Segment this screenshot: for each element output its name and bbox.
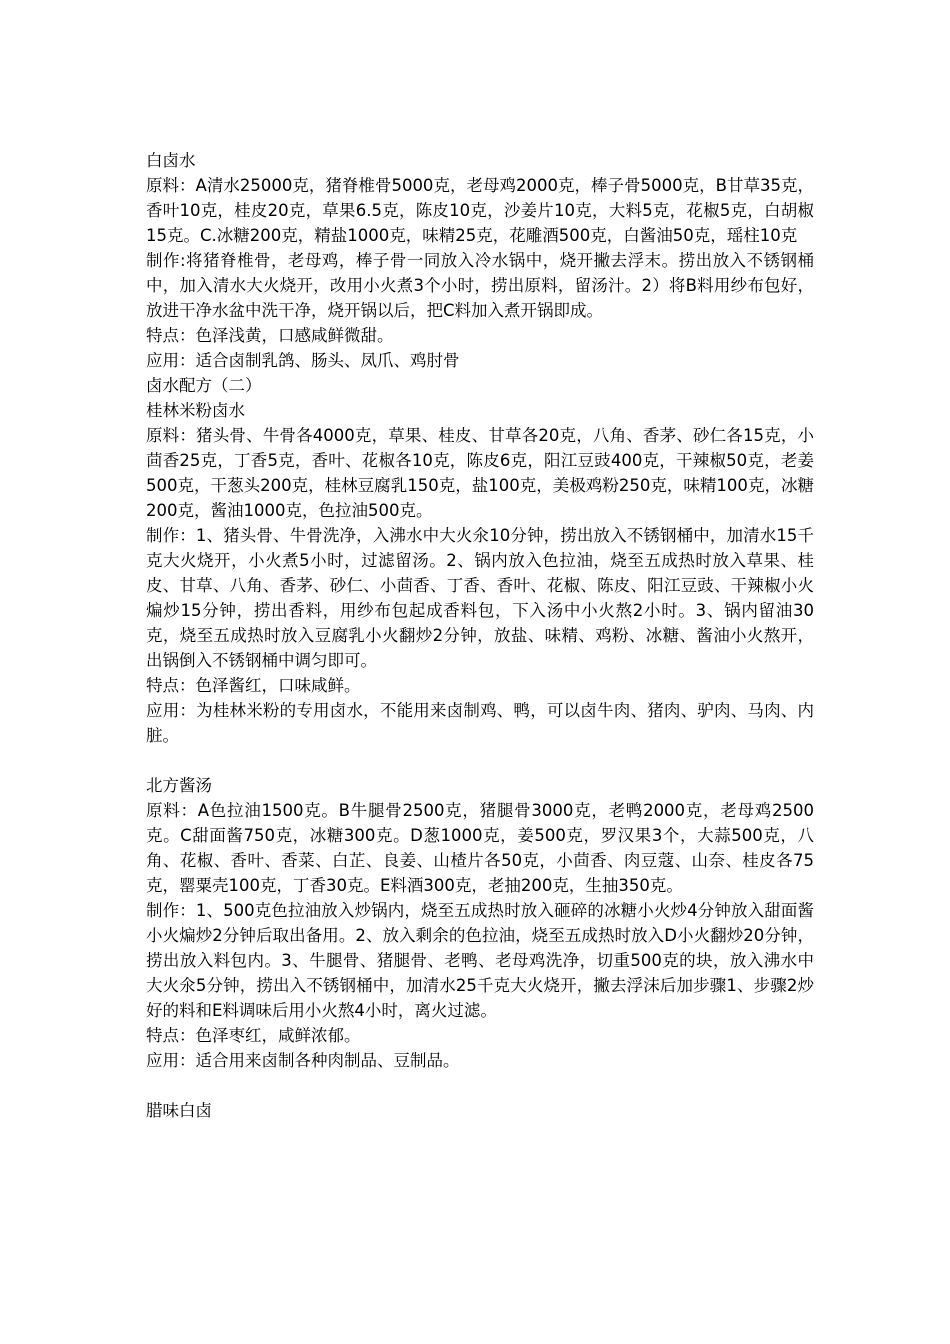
recipe-title-northern-sauce: 北方酱汤 bbox=[146, 776, 212, 795]
recipe-method: 制作：1、猪头骨、牛骨洗净，入沸水中大火氽10分钟，捞出放入不锈钢桶中，加清水15千克大火烧开，小火煮5小时，过滤留汤。2、锅内放入色拉油，烧至五成热时放入草果、桂皮、甘草、八角、香茅、砂仁、小茴香、丁香、香叶、花椒、陈皮、阳江豆豉、干辣椒小火煸炒15分钟，捞出香料，用纱布包起成香料包，下入汤中小火熬2小时。3、锅内留油30克，烧至五成热时放入豆腐乳小火翻炒2分钟，放盐、味精、鸡粉、冰糖、酱油小火熬开，出锅倒入不锈钢桶中调匀即可。 bbox=[146, 526, 814, 670]
section-heading: 卤水配方（二） bbox=[146, 376, 262, 395]
recipe-ingredients: 原料：A清水25000克，猪脊椎骨5000克，老母鸡2000克，棒子骨5000克，B甘草35克，香叶10克，桂皮20克，草果6.5克，陈皮10克，沙姜片10克，大料5克，花椒5克，白胡椒15克。C.冰糖200克，精盐1000克，味精25克，花雕酒500克，白酱油50克，瑶柱10克 bbox=[146, 176, 814, 245]
document-body bbox=[146, 148, 814, 1123]
recipe-features: 特点：色泽浅黄，口感咸鲜微甜。 bbox=[146, 326, 394, 345]
recipe-features: 特点：色泽枣红，咸鲜浓郁。 bbox=[146, 1026, 361, 1045]
paragraph-spacer bbox=[146, 1073, 814, 1098]
recipe-title-white-brine: 白卤水 bbox=[146, 151, 196, 170]
recipe-usage: 应用：适合用来卤制各种肉制品、豆制品。 bbox=[146, 1051, 460, 1070]
recipe-method: 制作:将猪脊椎骨，老母鸡，棒子骨一同放入冷水锅中，烧开撇去浮末。捞出放入不锈钢桶中，加入清水大火烧开，改用小火煮3个小时，捞出原料，留汤汁。2）将B料用纱布包好，放进干净水盆中洗干净，烧开锅以后，把C料加入煮开锅即成。 bbox=[146, 251, 814, 320]
recipe-title-guilin-brine: 桂林米粉卤水 bbox=[146, 401, 245, 420]
recipe-title-cured-white-brine: 腊味白卤 bbox=[146, 1101, 212, 1120]
recipe-usage: 应用：为桂林米粉的专用卤水，不能用来卤制鸡、鸭，可以卤牛肉、猪肉、驴肉、马肉、内脏。 bbox=[146, 701, 814, 745]
paragraph-spacer bbox=[146, 748, 814, 773]
recipe-features: 特点：色泽酱红，口味咸鲜。 bbox=[146, 676, 361, 695]
recipe-ingredients: 原料：A色拉油1500克。B牛腿骨2500克，猪腿骨3000克，老鸭2000克，老母鸡2500克。C甜面酱750克，冰糖300克。D葱1000克，姜500克，罗汉果3个，大蒜500克，八角、花椒、香叶、香菜、白芷、良姜、山楂片各50克，小茴香、肉豆蔻、山奈、桂皮各75克，罂粟壳100克，丁香30克。E料酒300克，老抽200克，生抽350克。 bbox=[146, 801, 814, 895]
recipe-ingredients: 原料：猪头骨、牛骨各4000克，草果、桂皮、甘草各20克，八角、香茅、砂仁各15克，小茴香25克，丁香5克，香叶、花椒各10克，陈皮6克，阳江豆豉400克，干辣椒50克，老姜500克，干葱头200克，桂林豆腐乳150克，盐100克，美极鸡粉250克，味精100克，冰糖200克，酱油1000克，色拉油500克。 bbox=[146, 426, 814, 520]
recipe-usage: 应用：适合卤制乳鸽、肠头、凤爪、鸡肘骨 bbox=[146, 351, 460, 370]
recipe-method: 制作：1、500克色拉油放入炒锅内，烧至五成热时放入砸碎的冰糖小火炒4分钟放入甜面酱小火煸炒2分钟后取出备用。2、放入剩余的色拉油，烧至五成热时放入D小火翻炒20分钟，捞出放入料包内。3、牛腿骨、猪腿骨、老鸭、老母鸡洗净，切重500克的块，放入沸水中大火氽5分钟，捞出入不锈钢桶中，加清水25千克大火烧开，撇去浮沫后加步骤1、步骤2炒好的料和E料调味后用小火熬4小时，离火过滤。 bbox=[146, 901, 814, 1020]
